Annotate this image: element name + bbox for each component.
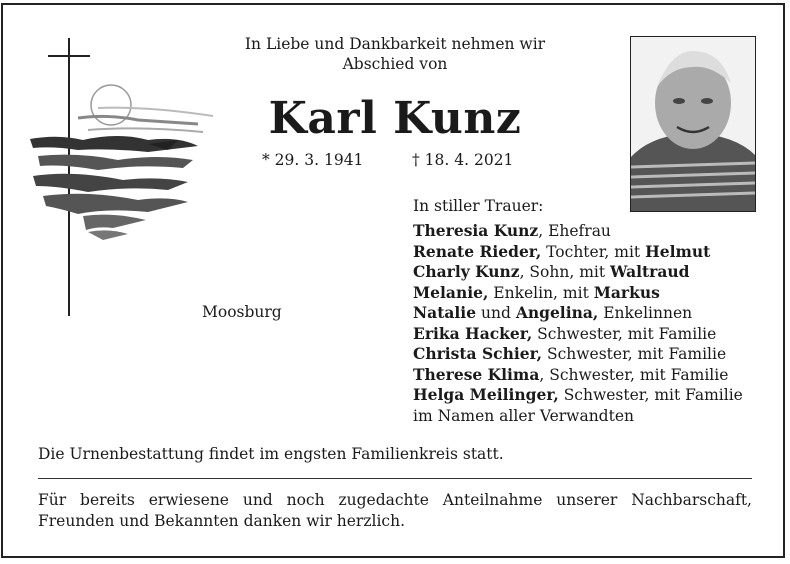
list-item: Renate Rieder, Tochter, mit Helmut: [413, 241, 711, 261]
deceased-name: Karl Kunz: [268, 93, 522, 144]
list-item: Charly Kunz, Sohn, mit Waltraud: [413, 262, 690, 281]
portrait-icon: [631, 37, 755, 211]
list-item: Christa Schier, Schwester, mit Familie: [413, 344, 727, 363]
list-item: Helga Meilinger, Schwester, mit Familie: [413, 385, 743, 404]
mourners-heading: In stiller Trauer:: [413, 197, 544, 215]
mourners-list: [413, 221, 743, 426]
birth-date: * 29. 3. 1941: [262, 151, 364, 169]
intro-line-1: In Liebe und Dankbarkeit nehmen wir: [244, 35, 546, 53]
list-item: Theresia Kunz, Ehefrau: [413, 221, 611, 240]
portrait-photo: [630, 36, 756, 212]
divider: [38, 478, 752, 479]
thanks-note: Für bereits erwiesene und noch zugedachte Anteilnahme unserer Nachbarschaft, Freunden und Bekannten danken wir herzlich.: [38, 491, 752, 530]
intro-text: [195, 34, 595, 74]
list-item: im Namen aller Verwandten: [413, 406, 634, 425]
ceremony-note: Die Urnenbestattung findet im engsten Familienkreis statt.: [38, 445, 504, 463]
cross-moon-landscape-icon: [28, 36, 218, 321]
list-item: Melanie, Enkelin, mit Markus: [413, 282, 660, 302]
list-item: Natalie und Angelina, Enkelinnen: [413, 303, 693, 322]
intro-line-2: Abschied von: [342, 55, 448, 73]
place-name: Moosburg: [202, 303, 282, 321]
death-date: † 18. 4. 2021: [412, 151, 514, 169]
list-item: Erika Hacker, Schwester, mit Familie: [413, 323, 717, 343]
list-item: Therese Klima, Schwester, mit Familie: [413, 364, 729, 384]
